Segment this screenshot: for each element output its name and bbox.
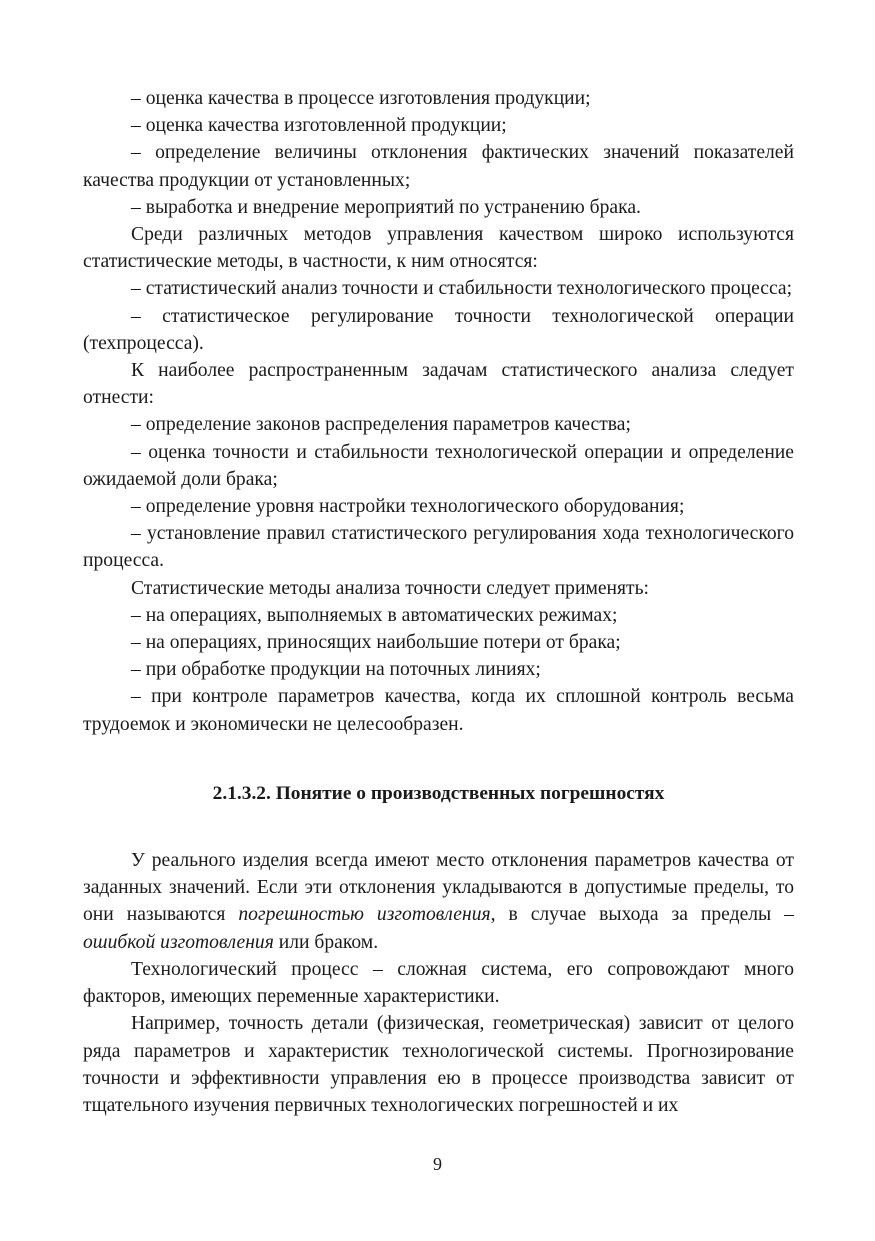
list-item: – оценка точности и стабильности технологической операции и определение ожидаемой доли брака; — [83, 441, 794, 490]
list-item: – статистический анализ точности и стабильности технологического процесса; — [131, 278, 793, 300]
list-item: – статистическое регулирование точности технологической операции (техпроцесса). — [83, 305, 794, 354]
list-item: – выработка и внедрение мероприятий по устранению брака. — [131, 196, 641, 218]
paragraph: Среди различных методов управления качеством широко используются статистические методы, в частности, к ним относятся: — [83, 224, 794, 273]
page-number: 9 — [433, 1154, 442, 1174]
text-run: или браком. — [273, 931, 379, 953]
paragraph: Например, точность детали (физическая, геометрическая) зависит от целого ряда параметров и характеристик технологической системы. Прогнозирование точности и эффективности управления ею в процессе производства зависит от тщательного изучения первичных технологических погрешностей и их — [83, 1013, 794, 1116]
list-item: – установление правил статистического регулирования хода технологического процесса. — [83, 523, 794, 572]
section-heading: 2.1.3.2. Понятие о производственных погрешностях — [212, 782, 665, 804]
text-run: , в случае выхода за пределы – — [490, 904, 794, 926]
list-item: – на операциях, выполняемых в автоматических режимах; — [131, 604, 618, 626]
paragraph: Технологический процесс – сложная система, его сопровождают много факторов, имеющих переменные характеристики. — [83, 958, 794, 1008]
list-item: – оценка качества изготовленной продукции; — [131, 115, 507, 137]
list-item: – при контроле параметров качества, когда их сплошной контроль весьма трудоемок и экономически не целесообразен. — [83, 686, 794, 735]
paragraph-defects — [83, 847, 794, 956]
list-item: – при обработке продукции на поточных линиях; — [131, 659, 541, 681]
paragraph: К наиболее распространенным задачам статистического анализа следует отнести: — [83, 360, 794, 409]
paragraph: Статистические методы анализа точности следует применять: — [131, 577, 649, 599]
list-item: – определение величины отклонения фактических значений показателей качества продукции от установленных; — [83, 142, 794, 191]
list-item: – на операциях, приносящих наибольшие потери от брака; — [131, 632, 621, 654]
list-item: – оценка качества в процессе изготовления продукции; — [131, 88, 591, 109]
list-item: – определение законов распределения параметров качества; — [131, 414, 631, 436]
text-run: У реального изделия всегда имеют место отклонения параметров качества от заданных значений. Если эти отклонения укладываются в допустимые пределы, то они называются — [83, 850, 794, 926]
italic-term: погрешностью изготовления — [238, 904, 491, 926]
body-text — [83, 85, 794, 1119]
list-item: – определение уровня настройки технологического оборудования; — [131, 496, 685, 518]
italic-term: ошибкой изготовления — [83, 931, 274, 953]
